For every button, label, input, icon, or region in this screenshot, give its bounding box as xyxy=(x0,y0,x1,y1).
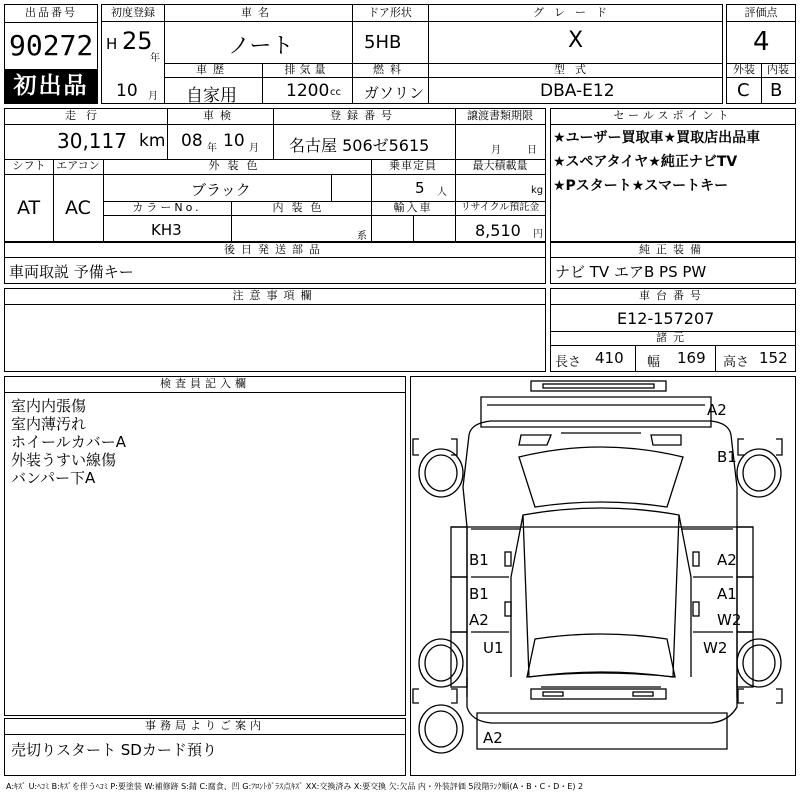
shift-label: シフト xyxy=(12,159,46,172)
history-label: 車歴 xyxy=(196,63,230,76)
mark-front-bumper: A2 xyxy=(707,401,727,419)
genuine-equipment-text: ナビ TV エアB PS PW xyxy=(555,263,707,281)
recycle: 8,510 xyxy=(475,221,521,240)
displacement: 1200 xyxy=(286,81,330,101)
color: ブラック xyxy=(191,181,251,199)
header-table xyxy=(101,4,723,104)
inspector-line-3: ホイールカバーA xyxy=(11,433,126,451)
era: H xyxy=(106,35,118,53)
chassis-box xyxy=(550,288,796,372)
inspection-month-unit: 月 xyxy=(249,143,259,154)
mileage-unit: km xyxy=(139,131,166,151)
inspector-line-2: 室内薄汚れ xyxy=(11,415,87,433)
plate: 名古屋 506ゼ5615 xyxy=(289,136,430,155)
inspector-line-4: 外装うすい線傷 xyxy=(11,451,117,469)
model-label: 型式 xyxy=(554,63,596,76)
model: DBA-E12 xyxy=(540,81,615,101)
transfer-day-unit: 日 xyxy=(527,145,537,156)
exterior-label: 外装 xyxy=(733,63,755,76)
interior-color-label: 内装色 xyxy=(272,201,330,214)
mark-left-rear-door: B1 xyxy=(469,585,489,603)
later-parts-box xyxy=(4,242,546,284)
history: 自家用 xyxy=(186,86,237,106)
inspection-year: 08 xyxy=(181,131,203,151)
month-unit: 月 xyxy=(148,91,158,102)
sales-points-label: セールスポイント xyxy=(613,109,733,122)
width-label: 幅 xyxy=(647,355,661,370)
lot-number-box xyxy=(4,4,98,104)
genuine-equipment-box xyxy=(550,242,796,284)
car-name-label: 車名 xyxy=(241,6,275,19)
mileage-label: 走行 xyxy=(65,109,107,122)
vehicle-info-table xyxy=(4,108,546,242)
score-box xyxy=(726,4,796,104)
first-reg-label: 初度登録 xyxy=(111,6,155,19)
notes-label: 注意事項欄 xyxy=(232,289,318,302)
genuine-equipment-label: 純正装備 xyxy=(639,243,707,256)
grade-label: グレード xyxy=(533,6,617,19)
color-no: KH3 xyxy=(151,221,182,239)
mark-right-rear-door: A1 xyxy=(717,585,737,603)
inspector-box xyxy=(4,376,406,716)
recycle-label: リサイクル預託金 xyxy=(460,202,540,213)
chassis-number: E12-157207 xyxy=(617,309,715,328)
lot-number-label: 出品番号 xyxy=(25,6,77,19)
import-label: 輸入車 xyxy=(393,201,433,214)
car-name: ノート xyxy=(228,34,294,59)
year-unit: 年 xyxy=(150,53,160,64)
dims-label: 諸元 xyxy=(656,331,690,344)
width: 169 xyxy=(677,349,706,367)
interior-color-suffix: 系 xyxy=(357,231,367,242)
interior-grade: B xyxy=(770,80,783,101)
fuel: ガソリン xyxy=(364,84,425,102)
inspection-label: 車検 xyxy=(203,109,237,122)
office-box xyxy=(4,718,406,776)
fuel-label: 燃料 xyxy=(373,63,407,76)
later-parts-text: 車両取説 予備キー xyxy=(9,263,134,281)
displacement-label: 排気量 xyxy=(284,63,330,76)
inspector-line-5: バンパー下A xyxy=(11,469,96,487)
score-label: 評価点 xyxy=(744,6,778,19)
sales-points-box xyxy=(550,108,796,242)
transfer-month-unit: 月 xyxy=(491,145,501,156)
length: 410 xyxy=(595,349,624,367)
recycle-unit: 円 xyxy=(533,229,543,240)
door-label: ドア形状 xyxy=(368,6,412,19)
lot-number: 90272 xyxy=(9,29,94,62)
chassis-label: 車台番号 xyxy=(639,289,707,302)
displacement-unit: cc xyxy=(330,87,341,98)
mark-left-front-door: B1 xyxy=(469,551,489,569)
height: 152 xyxy=(759,349,788,367)
mileage: 30,117 xyxy=(57,129,127,153)
ac-label: エアコン xyxy=(56,159,100,172)
transfer-label: 譲渡書類期限 xyxy=(467,109,533,122)
seats: 5 xyxy=(415,179,425,197)
score: 4 xyxy=(753,27,770,57)
inspector-line-1: 室内内張傷 xyxy=(11,397,87,415)
interior-label: 内装 xyxy=(767,63,789,76)
color-label: 外装色 xyxy=(208,159,266,172)
sales-point-line-3: ★Pスタート★スマートキー xyxy=(553,178,729,194)
first-listing-badge: 初出品 xyxy=(5,69,97,103)
mark-left-rear-quarter: A2 xyxy=(469,611,489,629)
length-label: 長さ xyxy=(555,355,582,370)
notes-box xyxy=(4,288,546,372)
legend: A:ｷｽﾞ U:ﾍｺﾐ B:ｷｽﾞを伴うﾍｺﾐ P:要塗装 W:補修跡 S:錆 C:腐食、凹 G:ﾌﾛﾝﾄｶﾞﾗｽ点ｷｽﾞ XX:交換済み X:要交換 欠:欠品 内・外装評価 5段階ﾗﾝｸ順(A・B・C・D・E) 2 xyxy=(6,782,584,791)
first-reg-month: 10 xyxy=(116,81,138,101)
mark-right-front-door: A2 xyxy=(717,551,737,569)
mark-front-right: B1 xyxy=(717,448,737,466)
mark-right-rear-quarter: W2 xyxy=(717,611,742,629)
seats-label: 乗車定員 xyxy=(389,159,437,172)
shift: AT xyxy=(17,197,41,219)
office-text: 売切りスタート SDカード預り xyxy=(11,741,217,759)
door-type: 5HB xyxy=(364,32,402,53)
inspection-year-unit: 年 xyxy=(207,143,217,154)
sales-point-line-2: ★スペアタイヤ★純正ナビTV xyxy=(553,154,738,170)
load-label: 最大積載量 xyxy=(472,159,528,172)
plate-label: 登録番号 xyxy=(330,109,398,122)
inspection-month: 10 xyxy=(223,131,245,151)
height-label: 高さ xyxy=(723,355,750,370)
sales-point-line-1: ★ユーザー買取車★買取店出品車 xyxy=(553,130,761,146)
color-no-label: カラーNo. xyxy=(132,201,202,214)
inspector-label: 検査員記入欄 xyxy=(160,377,250,390)
ac: AC xyxy=(65,197,91,219)
grade: X xyxy=(568,28,584,53)
car-diagram-box xyxy=(410,376,796,776)
seats-unit: 人 xyxy=(437,187,447,198)
mark-rear-bumper: A2 xyxy=(483,729,503,747)
load-unit: kg xyxy=(531,185,544,196)
mark-left-rear-wheel: U1 xyxy=(483,639,504,657)
office-label: 事務局よりご案内 xyxy=(145,719,265,732)
later-parts-label: 後日発送部品 xyxy=(224,243,326,256)
exterior-grade: C xyxy=(737,80,750,101)
first-reg-year: 25 xyxy=(122,27,153,55)
car-outline-diagram xyxy=(411,377,795,775)
mark-right-rear-wheel: W2 xyxy=(703,639,728,657)
